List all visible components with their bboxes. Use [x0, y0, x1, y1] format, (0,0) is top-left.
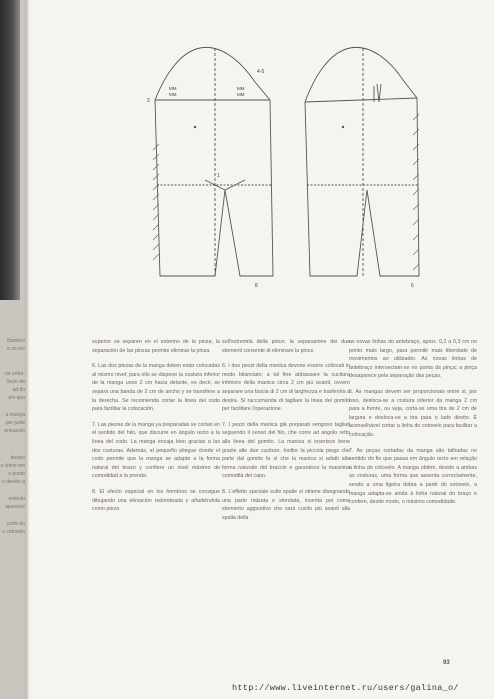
text-column-portuguese [349, 338, 477, 514]
sleeve-pattern-left [145, 40, 280, 290]
paragraph: 8. L'effetto speciale sulle spalle si ottiene disegnando una parte rialzata e stondata, inserita poi come elemento aggiuntivo che sarà cucito più avanti alla spalla della [222, 488, 350, 521]
paragraph: 6. I due pezzi della manica devono essere collocati in modo bilanciato; a tal fine abbassare la cucitura inferiore della manica circa 2 cm più avanti, ovvero separare una fascia di 2 cm di larghezza e trasferirla a destra. Si raccomanda di tagliare la linea del gomito per facilitare l'operazione. [222, 363, 350, 413]
fragment-line: o ponto [8, 471, 25, 477]
fragment-line: o devido a [1, 479, 25, 485]
text-column-spanish [92, 338, 220, 521]
fragment-line: a manga [5, 412, 25, 418]
notch-mark [194, 126, 196, 128]
fragment-line: umento [8, 496, 25, 502]
paragraph: 6. As mangas devem ser proporcionais entre si, por isso, desloca-se a costura inferior da manga 2 cm para a frente, ou seja, corta-se uma tira de 2 cm de largura e desloca-se a tira para o lado direito. É aconselhável cortar a linha do cotovelo para facilitar a colocação. [349, 388, 477, 438]
watermark-url[interactable]: http://www.liveinternet.ru/users/galina_o/ [232, 683, 459, 693]
book-spine [25, 0, 29, 699]
fragment-line: na entro- [4, 371, 25, 377]
measure-label: MM [169, 92, 177, 97]
paragraph: 6. Las dos piezas de la manga deben estar colocadas al mismo nivel; para ello se dispone la costura inferior de la manga unos 2 cm hacia delante, es decir, se separa una banda de 2 cm de ancho y se transfiere a la derecha. Se recomienda cortar la línea del codo para facilitar la colocación. [92, 363, 220, 413]
page-number: 93 [443, 660, 450, 666]
paragraph: sull'estremità della pince; la separazione dei due elementi consente di eliminare la pince. [222, 339, 350, 354]
measure-label: MM [237, 86, 245, 91]
fragment-line: corte do [6, 521, 25, 527]
paragraph: as novas linhas do antebraço, aprox. 0,2 a 0,3 cm no ponto mais largo, para permitir mais liberdade de movimentos ao utilizador. As novas linhas de antebraço intersectam-se no ponta da pinça; a pinça desaparece pela separação das peças. [349, 339, 477, 380]
text-column-italian [222, 338, 350, 529]
fragment-line: em quo [8, 395, 25, 401]
figure-number: 8 [255, 283, 258, 289]
fragment-line: o cotovelo [2, 529, 25, 535]
figure-number: 6 [411, 283, 414, 289]
previous-page-edge [0, 0, 27, 699]
paragraph: 8. El efecto especial en los hombros se consigue dibujando una elevación redondeada y añadiéndola como pieza [92, 488, 220, 513]
fragment-line: fecto de [7, 379, 25, 385]
measure-label: 1 [217, 173, 220, 179]
paragraph: 7. As peças cortadas da manga são talhadas no sentido do fio que passa em ângulo recto em relação à linha do cotovelo. A manga obtém, devido a ambas as costuras, uma forma que assenta correctamente, sendo a uma ligeira dobra a partir do cotovelo, a manga adapta-se ainda à linha natural do braço e confere, desde modo, o máximo comodidade. [349, 447, 477, 506]
fragment-line: entuação [4, 428, 25, 434]
measure-label: 4-5 [257, 69, 265, 75]
measure-label: MM [237, 92, 245, 97]
notch-mark [342, 126, 344, 128]
measure-label: MM [169, 86, 177, 91]
fragment-line: a no ser [6, 346, 25, 352]
paragraph: superior se separen en el extremo de la pinza; la separación de las pinzas permite eliminar la pinza. [92, 339, 220, 354]
fragment-line: desvio [10, 455, 25, 461]
fragment-line: o chine em [0, 463, 25, 469]
fragment-line: diantero [6, 338, 25, 344]
fragment-line: ad do [12, 387, 25, 393]
fragment-line: aparecer [5, 504, 25, 510]
fragment-line: per juste [5, 420, 25, 426]
paragraph: 7. I pezzi della manica già preparati vengono tagliati seguendo il senso del filo, che corre ad angolo retto alla linea del gomito. La manica si inserisce bene grazie alle due cuciture. Inoltre la piccola piega che parte dal gomito fa sì che la manica si adatti alla forma naturale del braccio e garantisce la massima comodità del capo. [222, 421, 350, 480]
paragraph: 7. Las piezas de la manga ya preparadas se cortan en el sentido del hilo, que discurre en ángulo recto a la línea del codo. La manga encaja bien gracias a las dos costuras. Además, el pequeño pliegue donde el codo permite que la manga se adapte a la forma natural del brazo y confiere un nivel máximo de comodidad a la prenda. [92, 421, 220, 480]
measure-label: 2 [147, 98, 150, 104]
previous-page-photo [0, 0, 20, 300]
sleeve-pattern-right [295, 40, 430, 290]
